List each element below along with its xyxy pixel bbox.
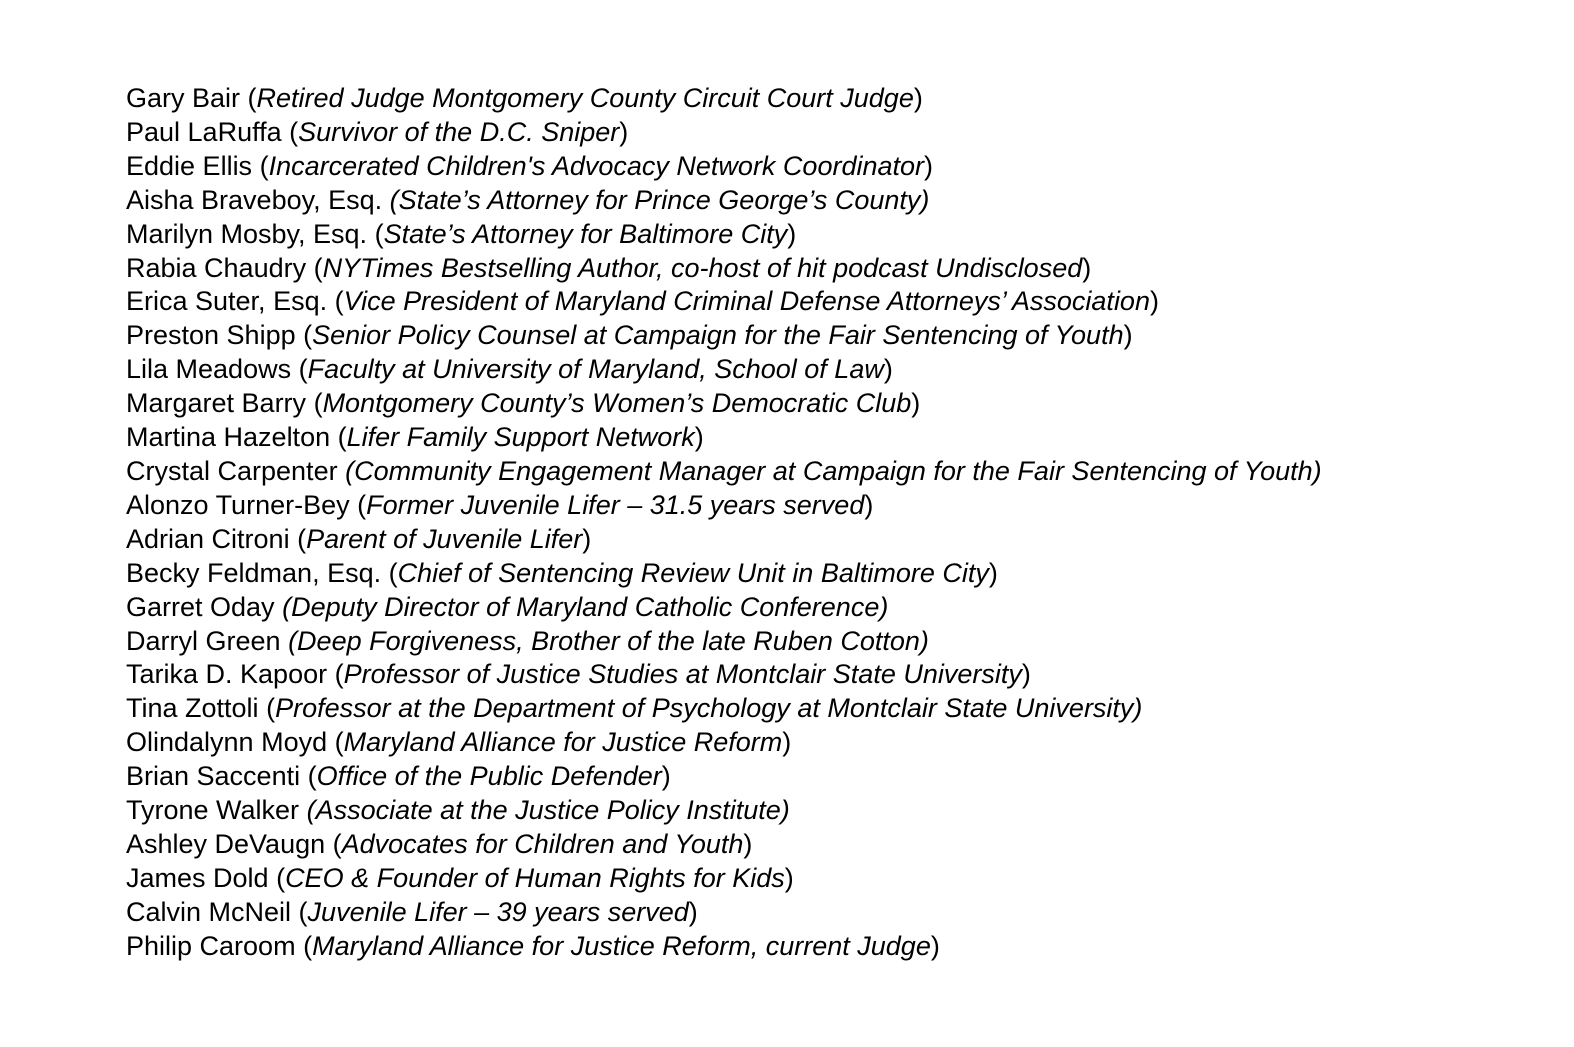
role-open: ( bbox=[291, 354, 308, 385]
speaker-role: NYTimes Bestselling Author, co-host of hit podcast Undisclosed bbox=[322, 252, 1083, 283]
speaker-name: Adrian Citroni bbox=[126, 523, 290, 554]
speaker-role: Professor at the Department of Psychology at Montclair State University) bbox=[275, 693, 1143, 724]
speaker-role: Vice President of Maryland Criminal Defense Attorneys’ Association bbox=[343, 286, 1150, 317]
speaker-name: Becky Feldman, Esq. bbox=[126, 557, 382, 588]
speaker-role: Senior Policy Counsel at Campaign for the Fair Sentencing of Youth bbox=[312, 320, 1124, 351]
speaker-name: Lila Meadows bbox=[126, 354, 292, 385]
role-close: ) bbox=[883, 354, 893, 385]
speaker-item bbox=[126, 116, 1322, 150]
role-close: ) bbox=[1149, 286, 1159, 317]
role-open: ( bbox=[281, 116, 299, 147]
role-open: ( bbox=[289, 523, 307, 554]
speaker-role: Office of the Public Defender bbox=[316, 761, 662, 792]
speaker-role: Chief of Sentencing Review Unit in Baltimore City bbox=[397, 557, 989, 588]
speaker-name: Rabia Chaudry bbox=[126, 252, 307, 283]
role-open: ( bbox=[295, 930, 313, 961]
role-close: ) bbox=[930, 930, 940, 961]
speaker-role: Juvenile Lifer – 39 years served bbox=[307, 896, 689, 927]
speaker-name: Tina Zottoli bbox=[126, 693, 259, 724]
speaker-role: (Deputy Director of Maryland Catholic Conference) bbox=[282, 591, 889, 622]
speaker-item bbox=[126, 591, 1322, 625]
speaker-item bbox=[126, 523, 1322, 557]
speaker-item bbox=[126, 218, 1322, 252]
speaker-name: Paul LaRuffa bbox=[126, 116, 282, 147]
role-close: ) bbox=[784, 862, 794, 893]
role-close: ) bbox=[787, 218, 797, 249]
role-close: ) bbox=[913, 83, 923, 113]
speaker-item bbox=[126, 726, 1322, 760]
speaker-role: Survivor of the D.C. Sniper bbox=[298, 116, 620, 147]
speaker-role: Maryland Alliance for Justice Reform bbox=[343, 727, 783, 758]
role-open bbox=[275, 592, 283, 622]
role-open bbox=[299, 795, 307, 825]
speaker-item bbox=[126, 692, 1322, 726]
speaker-name: Gary Bair bbox=[126, 83, 241, 113]
role-close: ) bbox=[782, 727, 792, 758]
speaker-name: Calvin McNeil bbox=[126, 896, 292, 927]
speaker-item bbox=[126, 794, 1322, 828]
speaker-role: Faculty at University of Maryland, School of Law bbox=[307, 354, 884, 385]
role-close: ) bbox=[619, 116, 629, 147]
role-open bbox=[281, 626, 289, 656]
speaker-list bbox=[126, 82, 1322, 964]
speaker-name: Preston Shipp bbox=[126, 320, 296, 351]
speaker-role: (State’s Attorney for Prince George’s County) bbox=[389, 184, 930, 215]
role-open: ( bbox=[349, 489, 367, 520]
role-close: ) bbox=[688, 896, 698, 927]
speaker-name: Philip Caroom bbox=[126, 930, 296, 961]
role-open: ( bbox=[268, 862, 286, 893]
speaker-item bbox=[126, 930, 1322, 964]
role-open: ( bbox=[327, 727, 344, 758]
role-open: ( bbox=[306, 252, 323, 283]
speaker-item bbox=[126, 625, 1322, 659]
speaker-name: Margaret Barry bbox=[126, 388, 307, 419]
speaker-item bbox=[126, 353, 1322, 387]
speaker-item bbox=[126, 82, 1322, 116]
speaker-role: Maryland Alliance for Justice Reform, current Judge bbox=[312, 930, 931, 961]
role-open: ( bbox=[240, 83, 257, 113]
role-open: ( bbox=[327, 286, 344, 317]
speaker-item bbox=[126, 489, 1322, 523]
role-open: ( bbox=[291, 896, 308, 927]
speaker-role: Former Juvenile Lifer – 31.5 years served bbox=[366, 489, 865, 520]
speaker-role: Montgomery County’s Women’s Democratic Club bbox=[322, 388, 912, 419]
speaker-name: Crystal Carpenter bbox=[126, 455, 338, 486]
role-close: ) bbox=[1082, 252, 1092, 283]
role-open: ( bbox=[327, 659, 344, 690]
speaker-role: Retired Judge Montgomery County Circuit Court Judge bbox=[256, 83, 914, 113]
speaker-role: Incarcerated Children's Advocacy Network Coordinator bbox=[268, 150, 925, 181]
role-open: ( bbox=[306, 388, 323, 419]
role-open: ( bbox=[325, 828, 342, 859]
speaker-item bbox=[126, 387, 1322, 421]
speaker-name: Olindalynn Moyd bbox=[126, 727, 328, 758]
role-close: ) bbox=[694, 422, 704, 453]
speaker-item bbox=[126, 421, 1322, 455]
speaker-name: Erica Suter, Esq. bbox=[126, 286, 328, 317]
speaker-item bbox=[126, 252, 1322, 286]
role-open: ( bbox=[367, 218, 384, 249]
role-open: ( bbox=[300, 761, 317, 792]
speaker-item bbox=[126, 658, 1322, 692]
role-close: ) bbox=[988, 557, 998, 588]
speaker-name: Alonzo Turner-Bey bbox=[126, 489, 350, 520]
role-open bbox=[382, 185, 390, 215]
speaker-name: Aisha Braveboy, Esq. bbox=[126, 184, 383, 215]
role-open: ( bbox=[252, 150, 269, 181]
speaker-name: Eddie Ellis bbox=[126, 150, 253, 181]
speaker-name: Tyrone Walker bbox=[126, 795, 300, 826]
role-open: ( bbox=[381, 557, 398, 588]
speaker-role: (Deep Forgiveness, Brother of the late Ruben Cotton) bbox=[288, 625, 929, 656]
speaker-name: Brian Saccenti bbox=[126, 761, 301, 792]
speaker-name: Marilyn Mosby, Esq. bbox=[126, 218, 368, 249]
speaker-name: Martina Hazelton bbox=[126, 422, 331, 453]
speaker-role: Advocates for Children and Youth bbox=[341, 828, 744, 859]
speaker-item bbox=[126, 557, 1322, 591]
speaker-item bbox=[126, 828, 1322, 862]
role-close: ) bbox=[864, 489, 874, 520]
role-open: ( bbox=[330, 422, 347, 453]
role-close: ) bbox=[743, 828, 753, 859]
speaker-item bbox=[126, 319, 1322, 353]
speaker-name: Tarika D. Kapoor bbox=[126, 659, 328, 690]
speaker-role: Professor of Justice Studies at Montclair State University bbox=[343, 659, 1022, 690]
role-close: ) bbox=[1021, 659, 1031, 690]
speaker-name: Ashley DeVaugn bbox=[126, 828, 326, 859]
speaker-item bbox=[126, 862, 1322, 896]
speaker-item bbox=[126, 760, 1322, 794]
role-close: ) bbox=[924, 150, 934, 181]
role-close: ) bbox=[661, 761, 671, 792]
speaker-role: Parent of Juvenile Lifer bbox=[306, 523, 583, 554]
speaker-role: Lifer Family Support Network bbox=[346, 422, 695, 453]
speaker-item bbox=[126, 184, 1322, 218]
speaker-item bbox=[126, 285, 1322, 319]
speaker-role: CEO & Founder of Human Rights for Kids bbox=[285, 862, 785, 893]
speaker-item bbox=[126, 150, 1322, 184]
role-open bbox=[338, 456, 346, 486]
speaker-role: State’s Attorney for Baltimore City bbox=[383, 218, 788, 249]
role-open: ( bbox=[258, 693, 276, 724]
role-close: ) bbox=[582, 523, 592, 554]
speaker-item bbox=[126, 455, 1322, 489]
speaker-item bbox=[126, 896, 1322, 930]
speaker-name: James Dold bbox=[126, 862, 269, 893]
role-open: ( bbox=[295, 320, 313, 351]
speaker-name: Darryl Green bbox=[126, 625, 281, 656]
speaker-name: Garret Oday bbox=[126, 591, 275, 622]
role-close: ) bbox=[1123, 320, 1133, 351]
speaker-role: (Community Engagement Manager at Campaign for the Fair Sentencing of Youth) bbox=[345, 455, 1322, 486]
role-close: ) bbox=[911, 388, 921, 419]
speaker-role: (Associate at the Justice Policy Institute) bbox=[306, 795, 790, 826]
